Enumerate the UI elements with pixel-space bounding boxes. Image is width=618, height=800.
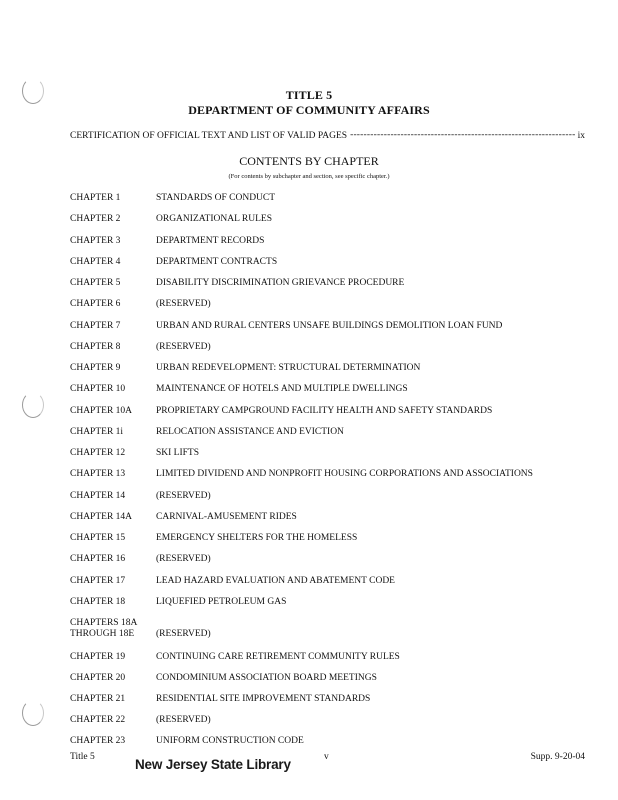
chapter-number: CHAPTER 13: [70, 469, 126, 479]
chapter-row: [70, 321, 590, 335]
chapter-number: CHAPTERS 18A: [70, 618, 138, 628]
chapter-name: PROPRIETARY CAMPGROUND FACILITY HEALTH AND SAFETY STANDARDS: [156, 406, 493, 416]
chapter-name: (RESERVED): [156, 491, 211, 501]
certification-line: [70, 131, 585, 141]
chapter-row: [70, 214, 590, 228]
department-heading: DEPARTMENT OF COMMUNITY AFFAIRS: [188, 103, 430, 117]
chapter-name: DEPARTMENT CONTRACTS: [156, 257, 278, 267]
chapter-name: SKI LIFTS: [156, 448, 200, 458]
footer-page-number: v: [324, 752, 329, 762]
chapter-name: CONDOMINIUM ASSOCIATION BOARD MEETINGS: [156, 673, 377, 683]
chapter-row: [70, 533, 590, 547]
chapter-row: [70, 257, 590, 271]
chapter-name: UNIFORM CONSTRUCTION CODE: [156, 736, 304, 746]
chapter-name: CARNIVAL-AMUSEMENT RIDES: [156, 512, 297, 522]
chapter-row: [70, 384, 590, 398]
punch-hole-mark: [22, 392, 44, 418]
chapter-row: [70, 236, 590, 250]
chapter-row: [70, 736, 590, 750]
certification-page: ix: [577, 131, 585, 141]
chapter-number: CHAPTER 1: [70, 193, 121, 203]
chapter-number: CHAPTER 4: [70, 257, 121, 267]
chapter-number: CHAPTER 1i: [70, 427, 124, 437]
chapter-name: LEAD HAZARD EVALUATION AND ABATEMENT CODE: [156, 576, 395, 586]
chapter-row: [70, 406, 590, 420]
chapter-row: [70, 512, 590, 526]
chapter-number: CHAPTER 19: [70, 652, 126, 662]
chapter-row: [70, 618, 590, 644]
chapter-row: [70, 448, 590, 462]
chapter-number: CHAPTER 18: [70, 597, 126, 607]
chapter-number: CHAPTER 17: [70, 576, 126, 586]
chapter-row: [70, 427, 590, 441]
chapter-number: CHAPTER 21: [70, 694, 126, 704]
chapter-number: THROUGH 18E: [70, 629, 135, 639]
chapter-name: EMERGENCY SHELTERS FOR THE HOMELESS: [156, 533, 358, 543]
chapter-number: CHAPTER 14A: [70, 512, 133, 522]
certification-label: CERTIFICATION OF OFFICIAL TEXT AND LIST OF VALID PAGES: [70, 131, 348, 141]
chapter-number: CHAPTER 20: [70, 673, 126, 683]
chapter-number: CHAPTER 9: [70, 363, 121, 373]
chapter-row: [70, 597, 590, 611]
chapter-number: CHAPTER 10A: [70, 406, 133, 416]
chapter-number: CHAPTER 12: [70, 448, 126, 458]
chapter-number: CHAPTER 6: [70, 299, 121, 309]
chapter-number: CHAPTER 15: [70, 533, 126, 543]
chapter-number: CHAPTER 7: [70, 321, 121, 331]
chapter-row: [70, 342, 590, 356]
chapter-name: ORGANIZATIONAL RULES: [156, 214, 273, 224]
chapter-row: [70, 193, 590, 207]
chapter-name: (RESERVED): [156, 715, 211, 725]
footer-title: Title 5: [70, 752, 95, 762]
chapter-name: DISABILITY DISCRIMINATION GRIEVANCE PROCEDURE: [156, 278, 405, 288]
chapter-number: CHAPTER 2: [70, 214, 121, 224]
chapter-name: (RESERVED): [156, 299, 211, 309]
chapter-name: LIMITED DIVIDEND AND NONPROFIT HOUSING CORPORATIONS AND ASSOCIATIONS: [156, 469, 533, 479]
punch-hole-mark: [22, 700, 44, 726]
contents-heading: CONTENTS BY CHAPTER: [239, 154, 379, 168]
chapter-name: LIQUEFIED PETROLEUM GAS: [156, 597, 287, 607]
chapter-name: RESIDENTIAL SITE IMPROVEMENT STANDARDS: [156, 694, 371, 704]
chapter-name: STANDARDS OF CONDUCT: [156, 193, 276, 203]
chapter-name: URBAN AND RURAL CENTERS UNSAFE BUILDINGS DEMOLITION LOAN FUND: [156, 321, 503, 331]
chapter-number: CHAPTER 16: [70, 554, 126, 564]
chapter-row: [70, 715, 590, 729]
chapter-name: DEPARTMENT RECORDS: [156, 236, 265, 246]
contents-note: (For contents by subchapter and section, see specific chapter.): [228, 173, 390, 180]
chapter-row: [70, 278, 590, 292]
chapter-row: [70, 652, 590, 666]
chapter-number: CHAPTER 22: [70, 715, 126, 725]
chapter-row: [70, 554, 590, 568]
chapter-row: [70, 673, 590, 687]
chapter-name: MAINTENANCE OF HOTELS AND MULTIPLE DWELLINGS: [156, 384, 408, 394]
chapter-number: CHAPTER 10: [70, 384, 126, 394]
chapter-name: (RESERVED): [156, 342, 211, 352]
chapter-name: (RESERVED): [156, 554, 211, 564]
footer-supplement-date: Supp. 9-20-04: [530, 752, 585, 762]
chapter-name: RELOCATION ASSISTANCE AND EVICTION: [156, 427, 344, 437]
chapter-row: [70, 469, 590, 483]
chapter-number: CHAPTER 23: [70, 736, 126, 746]
chapter-row: [70, 299, 590, 313]
chapter-row: [70, 694, 590, 708]
chapter-row: [70, 491, 590, 505]
chapter-name: URBAN REDEVELOPMENT: STRUCTURAL DETERMINATION: [156, 363, 421, 373]
chapter-number: CHAPTER 3: [70, 236, 121, 246]
chapter-row: [70, 363, 590, 377]
chapter-name: (RESERVED): [156, 629, 211, 639]
title-heading: TITLE 5: [285, 88, 333, 102]
library-stamp: New Jersey State Library: [135, 757, 291, 772]
chapter-number: CHAPTER 5: [70, 278, 121, 288]
chapter-row: [70, 576, 590, 590]
chapter-name: CONTINUING CARE RETIREMENT COMMUNITY RULES: [156, 652, 400, 662]
chapter-number: CHAPTER 14: [70, 491, 126, 501]
dot-leader: [350, 131, 575, 140]
chapter-number: CHAPTER 8: [70, 342, 121, 352]
